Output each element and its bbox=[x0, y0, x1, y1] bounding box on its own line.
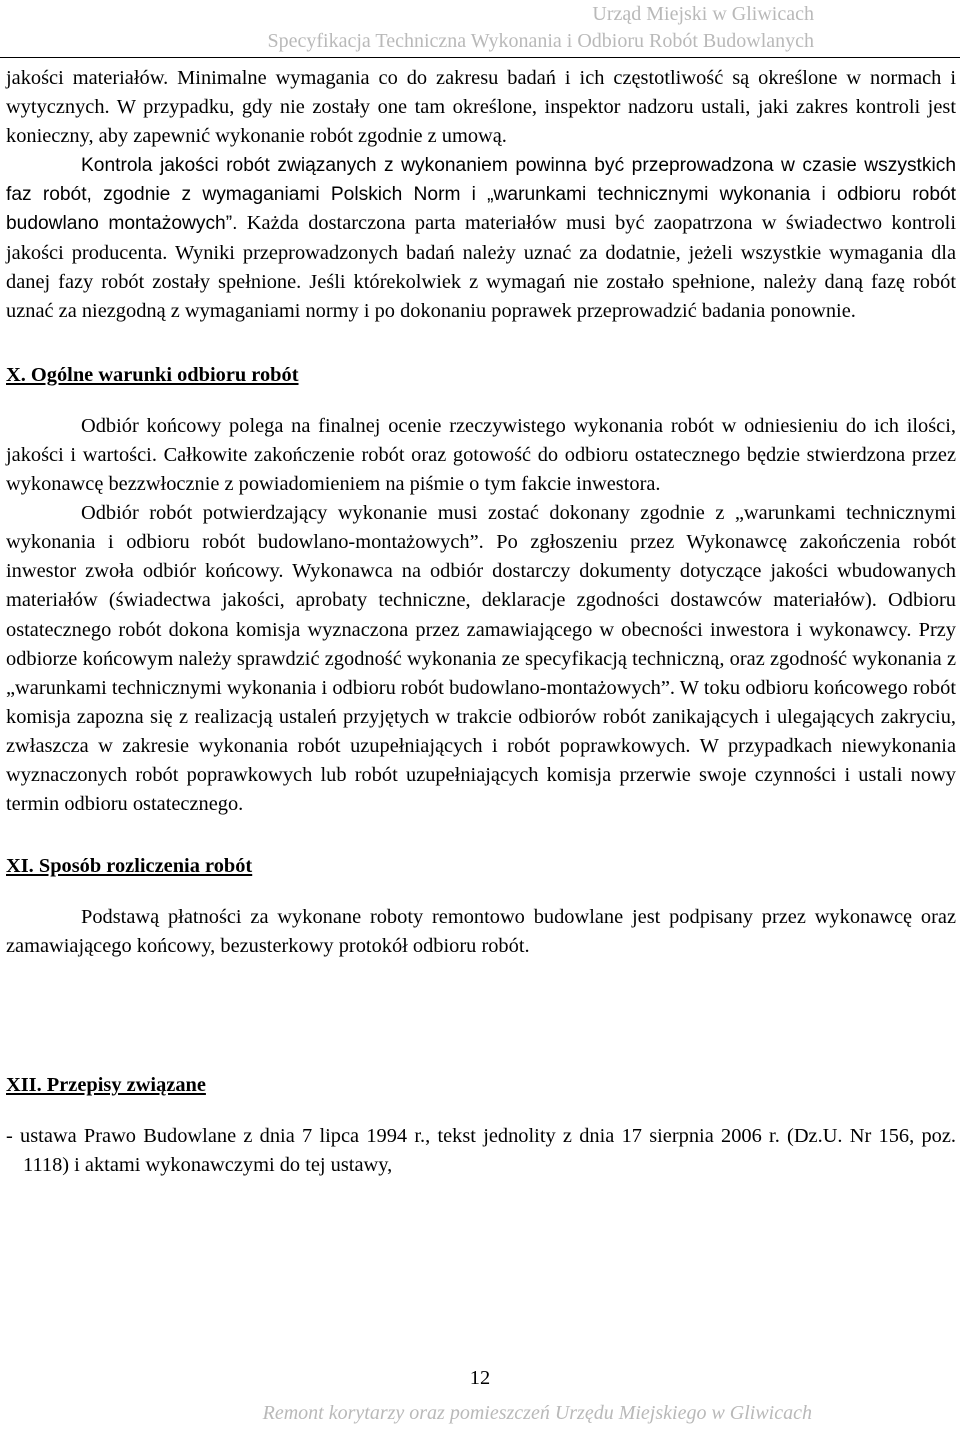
section-heading-acceptance: X. Ogólne warunki odbioru robót bbox=[6, 363, 299, 386]
document-body bbox=[6, 64, 956, 1181]
header-rule bbox=[0, 57, 960, 58]
quality-control-continued: Każda dostarczona parta materiałów musi być zaopatrzona w świadectwo kontroli jakości producenta. Wyniki przeprowadzonych badań należy uznać za dodatnie, jeżeli wszystkie wymagania dla danej fazy robót zostały spełnione. Jeśli którekolwiek z wymagań nie zostało spełnione, należy daną fazę robót uznać za niezgodną z wymaganiami normy i po dokonaniu poprawek przeprowadzić badania ponownie. bbox=[6, 212, 956, 322]
header-office-name: Urząd Miejski w Gliwicach bbox=[592, 3, 814, 25]
paragraph-quality-intro: jakości materiałów. Minimalne wymagania co do zakresu badań i ich częstotliwość są określone w normach i wytycznych. W przypadku, gdy nie zostały one tam określone, inspektor nadzoru ustali, jaki zakres kontroli jest konieczny, aby zapewnić wykonanie robót zgodnie z umową. bbox=[6, 67, 956, 148]
paragraph-quality-control bbox=[6, 151, 956, 326]
list-item-building-law: - ustawa Prawo Budowlane z dnia 7 lipca 1994 r., tekst jednolity z dnia 17 sierpnia 2006 r. (Dz.U. Nr 156, poz. 1118) i aktami wykonawczymi do tej ustawy, bbox=[6, 1125, 956, 1177]
paragraph-acceptance-procedure: Odbiór robót potwierdzający wykonanie musi zostać dokonany zgodnie z „warunkami technicznymi wykonania i odbioru robót budowlano-montażowych”. Po zgłoszeniu przez Wykonawcę zakończenia robót inwestor zwoła odbiór końcowy. Wykonawca na odbiór dostarczy dokumenty dotyczące jakości wbudowanych materiałów (świadectwa jakości, aprobaty techniczne, deklaracje zgodności dostawców materiałów). Odbioru ostatecznego robót dokona komisja wyznaczona przez zamawiającego w obecności inwestora i wykonawcy. Przy odbiorze końcowym należy sprawdzić zgodność wykonania ze specyfikacją techniczną, oraz zgodność wykonania z „warunkami technicznymi wykonania i odbioru robót budowlano-montażowych”. W toku odbioru końcowego robót komisja zapozna się z realizacją ustaleń przyjętych w trakcie odbiorów robót zanikających i ulegających zakryciu, zwłaszcza w zakresie wykonania robót uzupełniających i robót poprawkowych. W przypadkach niewykonania wyznaczonych robót poprawkowych lub robót uzupełniających komisja przerwie swoje czynności i ustali nowy termin odbioru ostatecznego. bbox=[6, 502, 956, 816]
paragraph-payment-basis: Podstawą płatności za wykonane roboty remontowo budowlane jest podpisany przez wykonawcę oraz zamawiającego końcowy, bezusterkowy protokół odbioru robót. bbox=[6, 906, 956, 958]
paragraph-final-acceptance: Odbiór końcowy polega na finalnej ocenie rzeczywistego wykonania robót w odniesieniu do ich ilości, jakości i wartości. Całkowite zakończenie robót oraz gotowość do odbioru ostatecznego będzie stwierdzona przez wykonawcę bezzwłocznie z powiadomieniem na piśmie o tym fakcie inwestora. bbox=[6, 414, 956, 496]
header-spec-title: Specyfikacja Techniczna Wykonania i Odbioru Robót Budowlanych bbox=[267, 30, 814, 52]
footer-project-title: Remont korytarzy oraz pomieszczeń Urzędu Miejskiego w Gliwicach bbox=[262, 1402, 812, 1424]
section-heading-regulations: XII. Przepisy związane bbox=[6, 1074, 206, 1097]
section-heading-settlement: XI. Sposób rozliczenia robót bbox=[6, 855, 253, 878]
quality-control-text: Kontrola jakości robót związanych z wykonaniem powinna być przeprowadzona w czasie wszystkich faz robót, zgodnie z wymaganiami Polskich Norm i „warunkami technicznymi wykonania i odbioru robót budowlano montażowych”. bbox=[6, 155, 956, 235]
page-number: 12 bbox=[469, 1367, 491, 1389]
